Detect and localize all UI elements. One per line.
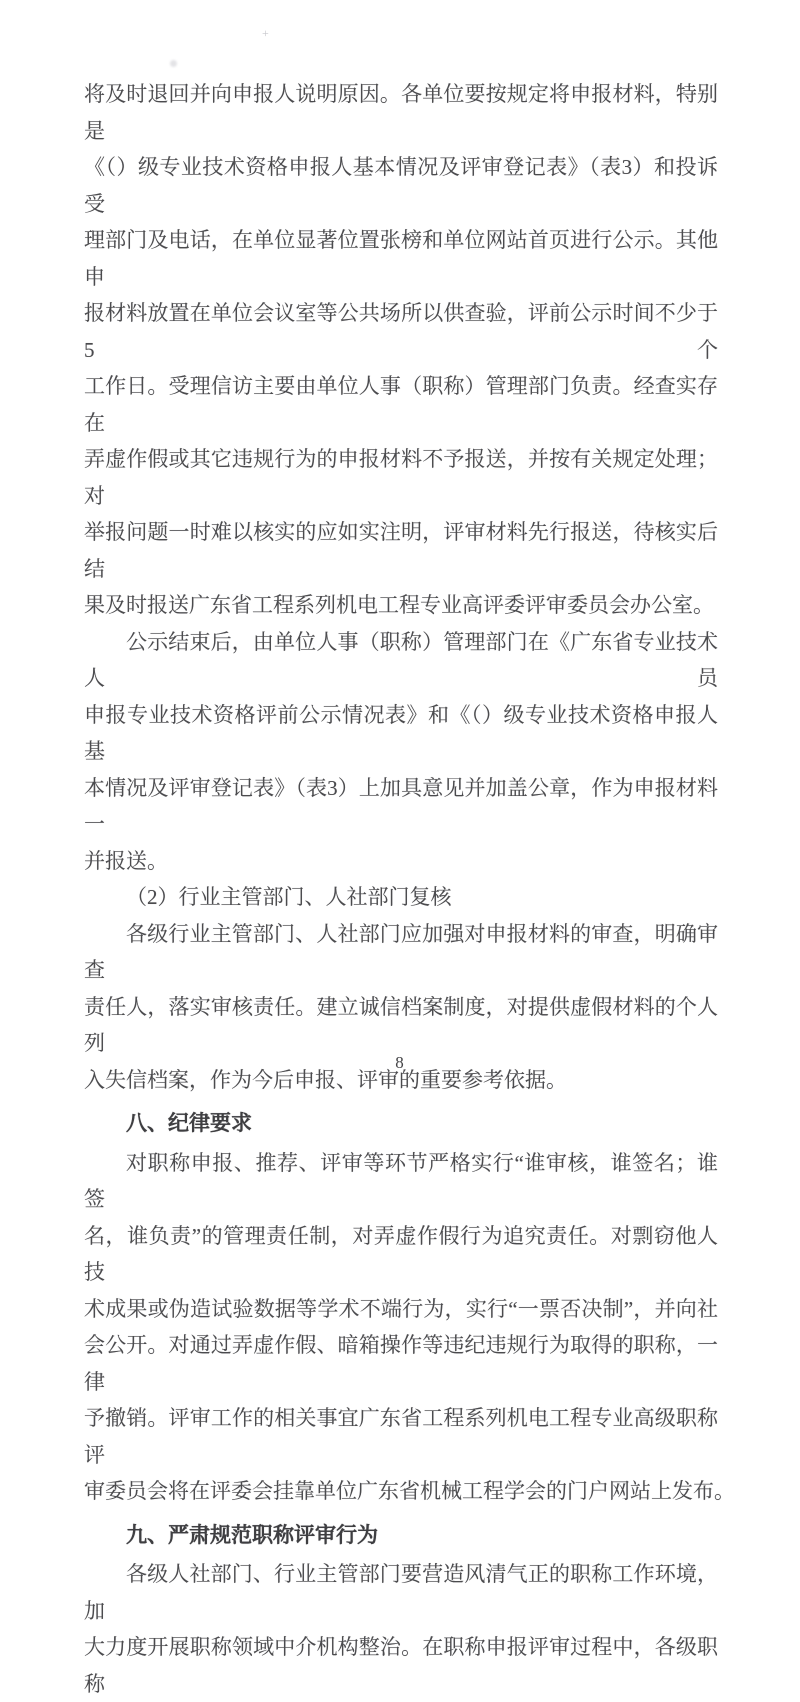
text-line: 举报问题一时难以核实的应如实注明，评审材料先行报送，待核实后结	[84, 520, 718, 581]
text-line: 工作日。受理信访主要由单位人事（职称）管理部门负责。经查实存在	[84, 374, 718, 435]
text-line: 报材料放置在单位会议室等公共场所以供查验，评前公示时间不少于5个	[84, 301, 718, 362]
text-line: 会公开。对通过弄虚作假、暗箱操作等违纪违规行为取得的职称，一律	[84, 1333, 718, 1394]
text-line: 责任人，落实审核责任。建立诚信档案制度，对提供虚假材料的个人列	[84, 994, 718, 1055]
text-line: 果及时报送广东省工程系列机电工程专业高评委评审委员会办公室。	[84, 593, 714, 617]
section-heading: 八、纪律要求	[126, 1111, 252, 1135]
text-line: 对职称申报、推荐、评审等环节严格实行“谁审核，谁签名；谁签	[84, 1150, 718, 1211]
text-line: 予撤销。评审工作的相关事宜广东省工程系列机电工程专业高级职称评	[84, 1406, 718, 1467]
text-line: 公示结束后，由单位人事（职称）管理部门在《广东省专业技术人员	[84, 629, 718, 690]
text-line: 大力度开展职称领域中介机构整治。在职称申报评审过程中，各级职称	[84, 1635, 718, 1696]
text-line: 理部门及电话，在单位显著位置张榜和单位网站首页进行公示。其他申	[84, 228, 718, 289]
text-line: 名，谁负责”的管理责任制，对弄虚作假行为追究责任。对剽窃他人技	[84, 1223, 718, 1284]
scan-artifact-plus-icon: +	[262, 26, 269, 40]
text-line: 术成果或伪造试验数据等学术不端行为，实行“一票否决制”，并向社	[84, 1296, 718, 1321]
text-line: 各级人社部门、行业主管部门要营造风清气正的职称工作环境，加	[84, 1562, 718, 1623]
document-body	[84, 76, 735, 1702]
text-line: 《（）级专业技术资格申报人基本情况及评审登记表》（表3）和投诉受	[84, 155, 718, 216]
text-line: 申报专业技术资格评前公示情况表》和《（）级专业技术资格申报人基	[84, 702, 718, 763]
text-line: 本情况及评审登记表》（表3）上加具意见并加盖公章，作为申报材料一	[84, 775, 718, 836]
scan-artifact-smudge	[170, 60, 177, 67]
text-line: （2）行业主管部门、人社部门复核	[126, 885, 452, 909]
text-line: 审委员会将在评委会挂靠单位广东省机械工程学会的门户网站上发布。	[84, 1479, 735, 1503]
text-line: 入失信档案，作为今后申报、评审的重要参考依据。	[84, 1067, 567, 1092]
text-line: 弄虚作假或其它违规行为的申报材料不予报送，并按有关规定处理；对	[84, 447, 718, 508]
section-heading: 九、严肃规范职称评审行为	[126, 1522, 378, 1547]
page-number: 8	[395, 1053, 405, 1072]
text-line: 并报送。	[84, 848, 168, 873]
text-line: 各级行业主管部门、人社部门应加强对申报材料的审查，明确审查	[84, 921, 718, 982]
text-line: 将及时退回并向申报人说明原因。各单位要按规定将申报材料，特别是	[84, 82, 718, 143]
